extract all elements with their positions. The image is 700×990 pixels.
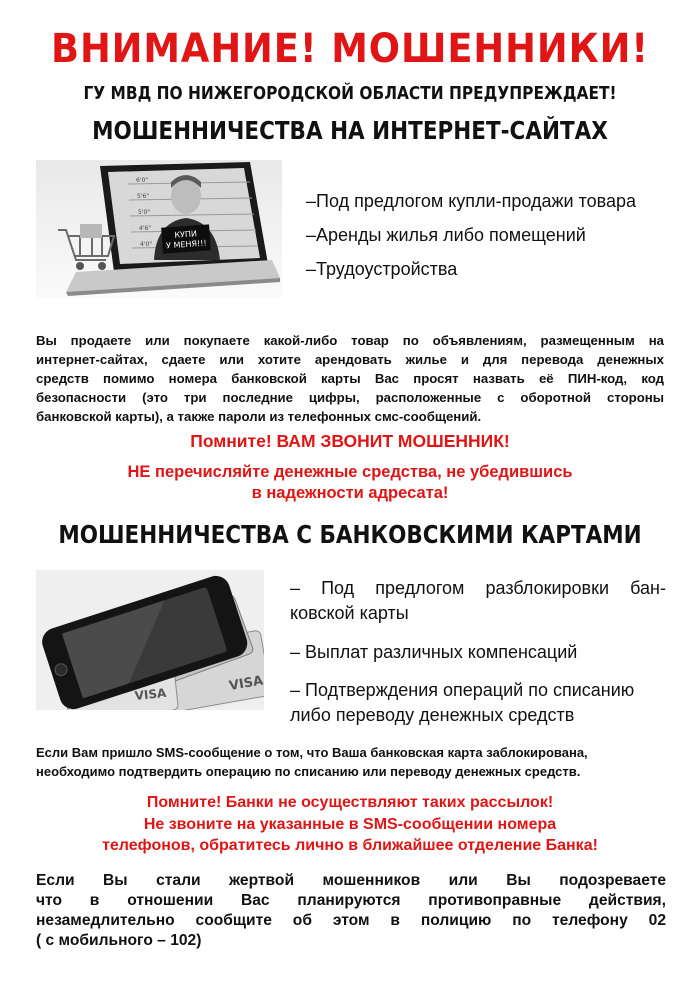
warning-line: Не звоните на указанные в SMS-сообщении номера <box>143 815 557 833</box>
bank-fraud-list <box>290 576 666 728</box>
list-item: –Под предлогом купли-продажи товара <box>306 191 637 211</box>
list-item: – Выплат различных компенсаций <box>290 642 578 662</box>
list-item: – Под предлогом разблокировки бан- <box>290 578 666 598</box>
phone-cards-illustration <box>36 570 264 710</box>
paragraph-line: необходимо подтвердить операцию по списанию или переводу денежных средств. <box>36 764 581 779</box>
warning-line: в надежности адресата! <box>251 484 449 502</box>
height-mark: 4'6" <box>139 225 152 232</box>
internet-fraud-list <box>306 184 636 286</box>
footer-line: незамедлительно сообщите об этом в полицию по телефону 02 <box>36 912 666 929</box>
paragraph-line: безопасности (это три последние цифры, расположенные с оборотной стороны <box>36 390 664 405</box>
list-item: либо переводу денежных средств <box>290 705 575 725</box>
page-title: ВНИМАНИЕ! МОШЕННИКИ! <box>50 26 650 72</box>
paragraph-line: Вы продаете или покупаете какой-либо товар по объявлениям, размещенным на <box>36 333 664 348</box>
page-subtitle: ГУ МВД ПО НИЖЕГОРОДСКОЙ ОБЛАСТИ ПРЕДУПРЕЖДАЕТ! <box>83 84 617 104</box>
height-mark: 5'0" <box>138 209 151 216</box>
warning-banks-no-sms <box>0 792 700 857</box>
paragraph-line: банковской карты), а также пароли из телефонных смс-сообщений. <box>36 409 482 424</box>
list-item: – Подтверждения операций по списанию <box>290 680 635 700</box>
card-visa-label: VISA <box>134 685 167 704</box>
list-item: –Аренды жилья либо помещений <box>306 225 586 245</box>
list-item: ковской карты <box>290 603 409 623</box>
warning-line: НЕ перечисляйте денежные средства, не убедившись <box>127 463 573 481</box>
paragraph-line: интернет-сайтах, сдаете или хотите арендовать жилье и для перевода денежных <box>36 352 664 367</box>
footer-line: что в отношении Вас планируются противоправные действия, <box>36 892 666 909</box>
sign-text: КУПИ <box>174 229 198 240</box>
laptop-illustration <box>36 160 282 298</box>
warning-scammer-calling: Помните! ВАМ ЗВОНИТ МОШЕННИК! <box>190 431 510 451</box>
warning-line: Помните! Банки не осуществляют таких рассылок! <box>146 794 554 811</box>
sign-text: У МЕНЯ!!! <box>165 238 207 251</box>
paragraph-line: средств помимо номера банковской карты Вас просят назвать её ПИН-код, код <box>36 371 664 386</box>
warning-line: телефонов, обратитесь лично в ближайшее отделение Банка! <box>102 837 598 854</box>
section-heading-bank-cards: МОШЕННИЧЕСТВА С БАНКОВСКИМИ КАРТАМИ <box>58 520 642 549</box>
paragraph-line: Если Вам пришло SMS-сообщение о том, что Ваша банковская карта заблокирована, <box>36 745 588 760</box>
list-item: –Трудоустройства <box>306 259 458 279</box>
phone-cards-photo <box>36 570 264 710</box>
height-mark: 6'0" <box>136 177 149 184</box>
height-mark: 4'0" <box>140 241 153 248</box>
height-mark: 5'6" <box>137 193 150 200</box>
footer-line: ( с мобильного – 102) <box>36 932 202 949</box>
police-contact-paragraph <box>36 871 666 951</box>
card-visa-label: VISA <box>227 673 264 695</box>
section-heading-internet: МОШЕННИЧЕСТВА НА ИНТЕРНЕТ-САЙТАХ <box>92 116 608 145</box>
footer-line: Если Вы стали жертвой мошенников или Вы подозреваете <box>36 872 666 889</box>
internet-fraud-paragraph <box>36 331 664 426</box>
sms-paragraph <box>36 743 666 781</box>
warning-do-not-transfer <box>0 462 700 504</box>
laptop-photo <box>36 160 282 298</box>
